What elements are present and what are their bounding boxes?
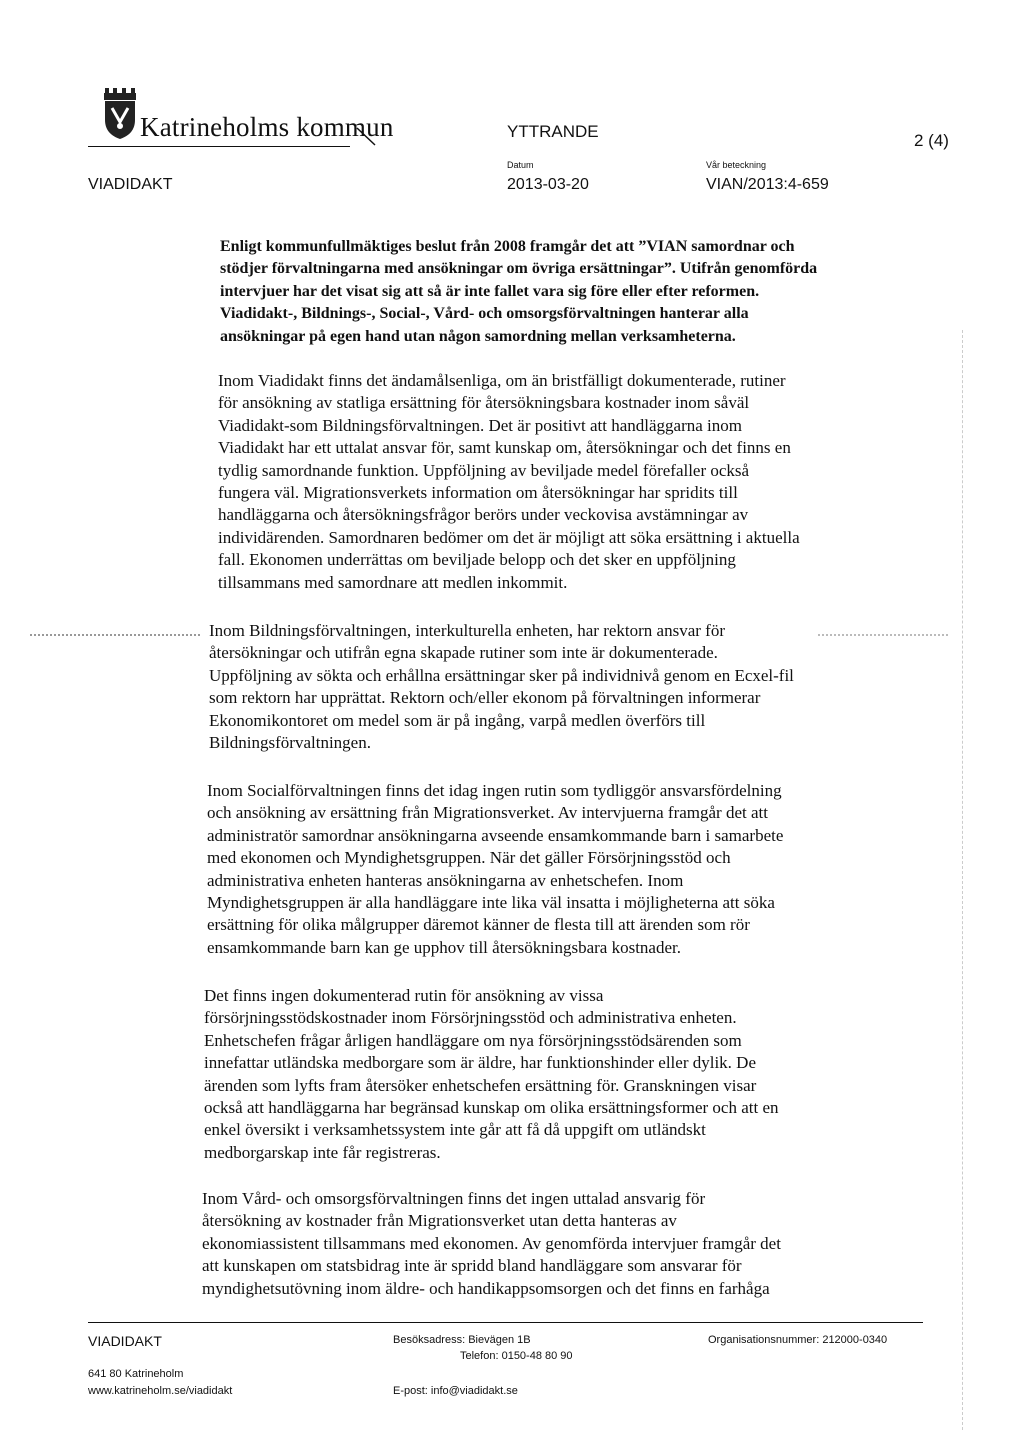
- page-number: 2 (4): [914, 131, 949, 150]
- paragraph-line: enkel översikt i verksamhetssystem inte går att få då uppgift om utländskt: [204, 1120, 706, 1140]
- paragraph-line: fall. Ekonomen underrättas om beviljade belopp och det sker en uppföljning: [218, 550, 736, 570]
- paragraph-line: Inom Socialförvaltningen finns det idag ingen rutin som tydliggör ansvarsfördelning: [207, 781, 782, 800]
- paragraph-line: ärenden som lyfts fram återsöker enhetschefen ersättning för. Granskningen visar: [204, 1075, 757, 1095]
- header-underline: [88, 146, 350, 147]
- paragraph-viadidakt: [218, 370, 800, 594]
- organization-name: Katrineholms kommun: [140, 112, 394, 142]
- scan-dotted-line: [818, 634, 948, 636]
- paragraph-line: återsökning av kostnader från Migrationsverket utan detta hanteras av: [202, 1211, 677, 1231]
- footer-divider: [88, 1322, 923, 1323]
- paragraph-line: Enligt kommunfullmäktiges beslut från 2008 framgår det att ”VIAN samordnar och: [220, 238, 795, 255]
- paragraph-line: innefattar utländska medborgare som är äldre, har funktionshinder eller dylik. De: [204, 1053, 757, 1073]
- paragraph-social: [207, 780, 783, 959]
- footer-org-number: Organisationsnummer: 212000-0340: [708, 1334, 888, 1346]
- paragraph-line: Enhetschefen frågar årligen handläggare om nya försörjningsstödsärenden som: [204, 1030, 742, 1050]
- paragraph-forsorjning: [204, 985, 779, 1164]
- paragraph-line: återsökningar och utifrån egna skapade rutiner som inte är dokumenterade.: [209, 643, 718, 663]
- paragraph-line: Inom Vård- och omsorgsförvaltningen finns det ingen uttalad ansvarig för: [202, 1189, 706, 1208]
- paragraph-line: ensamkommande barn kan ge upphov till återsökningsbara kostnader.: [207, 937, 681, 957]
- paragraph-line: Viadidakt-som Bildningsförvaltningen. Det är positivt att handläggarna inom: [218, 415, 742, 435]
- paragraph-vard-omsorg: [202, 1188, 781, 1300]
- paragraph-line: stödjer förvaltningarna med ansökningar om övriga ersättningar”. Utifrån genomförda: [220, 260, 818, 278]
- paragraph-line: Det finns ingen dokumenterad rutin för ansökning av vissa: [204, 986, 604, 1005]
- paragraph-line: för ansökning av statliga ersättning för återsökningsbara kostnader inom såväl: [218, 393, 750, 413]
- footer-visit-address: Besöksadress: Bievägen 1B: [393, 1334, 531, 1346]
- paragraph-line: intervjuer har det visat sig att så är inte fallet vara sig före eller efter reformen.: [220, 282, 760, 300]
- paragraph-line: Viadidakt-, Bildnings-, Social-, Vård- och omsorgsförvaltningen hanterar alla: [220, 305, 749, 323]
- paragraph-line: också att handläggarna har begränsad kunskap om olika ersättningsformer och att en: [204, 1098, 779, 1118]
- paragraph-line: Ekonomikontoret om medel som är på ingång, varpå medlen överförs till: [209, 710, 706, 730]
- paragraph-line: Inom Viadidakt finns det ändamålsenliga, om än bristfälligt dokumenterade, rutiner: [218, 371, 786, 390]
- paragraph-line: tillsammans med samordnare att medlen inkommit.: [218, 572, 568, 592]
- reference-value: VIAN/2013:4-659: [706, 176, 829, 193]
- paragraph-line: Uppföljning av sökta och erhållna ersättningar sker på individnivå genom en Ecxel-fil: [209, 665, 794, 685]
- paragraph-line: Inom Bildningsförvaltningen, interkulturella enheten, har rektorn ansvar för: [209, 621, 725, 640]
- paragraph-line: myndighetsutövning inom äldre- och handikappsomsorgen och det finns en farhåga: [202, 1278, 770, 1298]
- paragraph-line: försörjningsstödskostnader inom Försörjningsstöd och administrativa enheten.: [204, 1008, 737, 1028]
- paragraph-line: handläggarna och återsökningsfrågor berörs under veckovisa avstämningar av: [218, 505, 749, 525]
- paragraph-line: med ekonomen och Myndighetsgruppen. När det gäller Försörjningsstöd och: [207, 848, 731, 868]
- municipal-crest-icon: [103, 88, 137, 140]
- paragraph-line: tydlig samordnande funktion. Uppföljning av beviljade medel förefaller också: [218, 460, 750, 480]
- paragraph-line: fungera väl. Migrationsverkets information om återsökningar har spridits till: [218, 483, 738, 503]
- footer-postal-address: 641 80 Katrineholm: [88, 1368, 184, 1380]
- paragraph-line: och ansökning av ersättning från Migrationsverket. Av intervjuerna framgår det att: [207, 803, 768, 823]
- paragraph-line: att kunskapen om statsbidrag inte är spridd bland handläggare som ansvarar för: [202, 1256, 742, 1276]
- paragraph-line: Viadidakt har ett uttalat ansvar för, samt kunskap om, återsökningar och det finns en: [218, 438, 791, 458]
- reference-label: Vår beteckning: [706, 160, 767, 170]
- paragraph-line: administrativa enheten hanteras ansökningarna av enhetschefen. Inom: [207, 870, 684, 890]
- date-label: Datum: [507, 160, 534, 170]
- footer-email-link[interactable]: E-post: info@viadidakt.se: [393, 1385, 518, 1397]
- paragraph-line: medborgarskap inte får registreras.: [204, 1142, 441, 1162]
- paragraph-bildning: [209, 620, 794, 754]
- scan-margin-line: [962, 330, 963, 1430]
- paragraph-line: ersättning för olika målgrupper däremot känner de flesta till att ärenden som rör: [207, 915, 750, 935]
- date-value: 2013-03-20: [507, 176, 589, 193]
- paragraph-line: individärenden. Samordnaren bedömer om det är möjligt att söka ersättning i aktuella: [218, 527, 800, 547]
- paragraph-intro: [220, 236, 817, 348]
- footer-phone: Telefon: 0150-48 80 90: [460, 1350, 573, 1362]
- footer-department: VIADIDAKT: [88, 1333, 162, 1349]
- paragraph-line: Bildningsförvaltningen.: [209, 733, 371, 753]
- paragraph-line: ansökningar på egen hand utan någon samordning mellan verksamheterna.: [220, 327, 736, 345]
- paragraph-line: ekonomiassistent tillsammans med ekonomen. Av genomförda intervjuer framgår det: [202, 1233, 781, 1253]
- paragraph-line: administratör samordnar ansökningarna avseende ensamkommande barn i samarbete: [207, 825, 784, 845]
- department-name: VIADIDAKT: [88, 176, 173, 193]
- document-type: YTTRANDE: [507, 122, 599, 141]
- footer-website-link[interactable]: www.katrineholm.se/viadidakt: [88, 1385, 233, 1397]
- paragraph-line: som rektorn har upprättat. Rektorn och/eller ekonom på förvaltningen informerar: [209, 688, 761, 708]
- paragraph-line: Myndighetsgruppen är alla handläggare inte lika väl insatta i möjligheterna att söka: [207, 893, 775, 913]
- scan-dotted-line: [30, 634, 200, 636]
